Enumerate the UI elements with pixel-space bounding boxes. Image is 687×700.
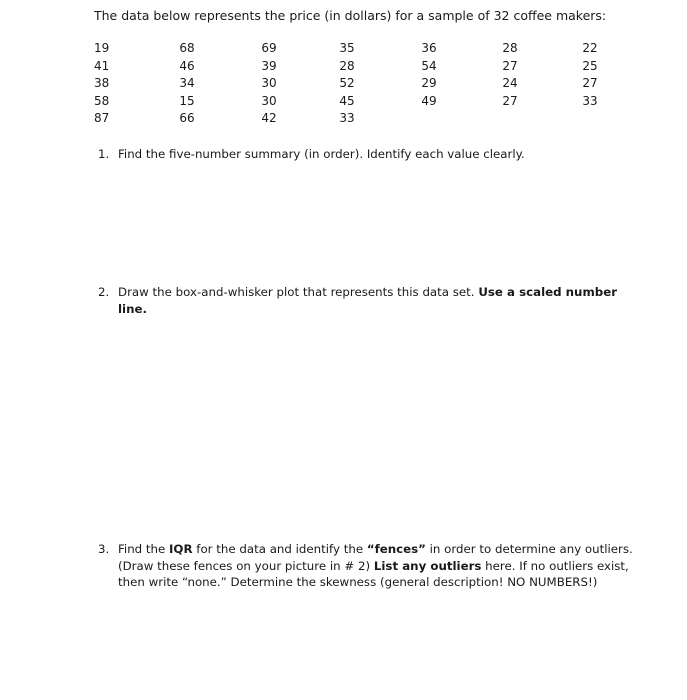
data-cell: 42 <box>261 111 277 126</box>
data-cell: 41 <box>94 58 110 73</box>
data-cell: 29 <box>421 76 437 91</box>
data-cell: 45 <box>339 93 355 108</box>
data-cell: 27 <box>582 76 598 91</box>
data-cell: 69 <box>261 41 277 55</box>
data-cell: 15 <box>179 93 195 108</box>
data-cell: 39 <box>261 58 277 73</box>
data-cell: 38 <box>94 76 110 91</box>
data-cell: 35 <box>339 41 355 55</box>
question-1 <box>98 146 638 163</box>
question-1-text: Find the five-number summary (in order). Identify each value clearly. <box>118 147 525 161</box>
question-2-text: Draw the box-and-whisker plot that represents this data set. <box>118 285 479 299</box>
question-2-number: 2. <box>98 285 110 299</box>
data-column-7 <box>575 40 605 110</box>
question-3-fences: “fences” <box>366 542 426 556</box>
data-cell: 54 <box>421 58 437 73</box>
data-column-6 <box>495 40 525 110</box>
question-3-text-3: in order to determine any outliers. (Draw these fences on your picture in # 2) <box>118 542 633 573</box>
data-column-2 <box>172 40 202 128</box>
question-3-text-1: Find the <box>118 542 170 556</box>
data-cell: 49 <box>421 93 437 108</box>
data-cell: 52 <box>339 76 355 91</box>
data-cell: 30 <box>261 93 277 108</box>
data-column-3 <box>254 40 284 128</box>
data-column-1 <box>94 40 134 128</box>
question-3-list-outliers: List any outliers <box>373 558 482 573</box>
data-cell: 68 <box>179 41 195 55</box>
data-cell: 87 <box>94 111 110 126</box>
data-cell: 66 <box>179 111 195 126</box>
data-cell: 36 <box>421 41 437 55</box>
question-3-body <box>118 541 638 591</box>
data-cell: 33 <box>582 93 598 108</box>
data-column-5 <box>414 40 444 110</box>
data-cell: 33 <box>339 111 355 126</box>
data-cell: 24 <box>502 76 518 91</box>
intro-text: The data below represents the price (in dollars) for a sample of 32 coffee makers: <box>94 8 607 23</box>
data-cell: 58 <box>94 93 110 108</box>
question-3-text-4: here. If no outliers exist, then write “none.” Determine the skewness (general description! NO NUMBERS!) <box>118 558 629 589</box>
data-cell: 25 <box>582 58 598 73</box>
data-table <box>0 40 687 130</box>
data-cell: 27 <box>502 93 518 108</box>
question-3-text-2: for the data and identify the <box>192 542 367 556</box>
data-cell: 28 <box>339 58 355 73</box>
question-2 <box>98 284 638 317</box>
question-1-number: 1. <box>98 147 110 161</box>
data-cell: 28 <box>502 41 518 55</box>
question-2-body <box>118 284 638 317</box>
question-2-bold-instruction: Use a scaled number line. <box>118 285 618 316</box>
data-cell: 19 <box>94 41 110 55</box>
data-cell: 34 <box>179 76 195 91</box>
data-column-4 <box>332 40 362 128</box>
data-cell: 30 <box>261 76 277 91</box>
data-cell: 27 <box>502 58 518 73</box>
question-3 <box>98 541 638 591</box>
question-3-number: 3. <box>98 542 110 556</box>
data-cell: 22 <box>582 41 598 55</box>
data-cell: 46 <box>179 58 195 73</box>
question-3-iqr: IQR <box>169 542 193 556</box>
